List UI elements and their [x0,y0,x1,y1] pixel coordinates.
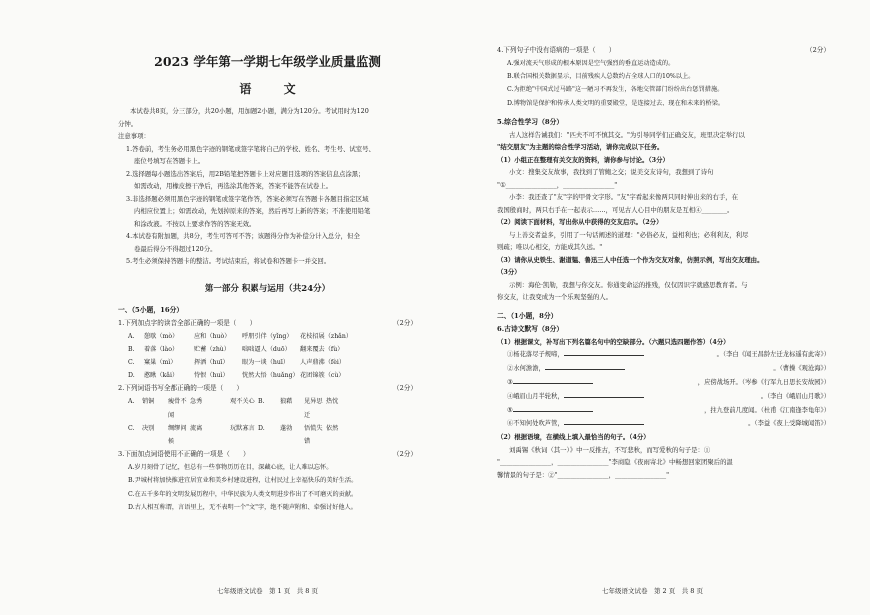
intro-line: 本试卷共8页，分三部分，共20小题，用加题2小题，满分为120分。考试用时为120 [130,107,369,115]
question-5-sub2: （2）阅读下面材料，写出你从中获得的交友启示。（2分） [497,218,663,227]
question-6-text: 刘禹锡《秋词（其一）》中一反推古，不写悲秋，而写爱秋的句子是：① [509,445,711,454]
question-4-option: B.联合国相关数据显示，目前残疾人总数约占全球人口的10%以上。 [507,73,695,81]
question-5-sub3-score: （3分） [497,268,521,277]
note-line: 卷最后得分不得超过120分。 [134,244,217,253]
question-6-sub1: （1）根据课文，补写出下列名篇名句中的空缺部分。（六题只选四题作答）（4分） [497,337,730,346]
question-6-text: "________________，________________"李商隐《夜雨寄北》中畅想回家团聚后的温 [497,458,733,467]
note-line: 如需改动，用橡皮擦干净后，再选涂其他答案，答案不能答在试卷上。 [134,182,333,190]
page-footer: 七年级语文试卷 第 1 页 共 8 页 [216,587,319,595]
poem-line: ②水何澹澹， 。（曹操《观沧海》） [497,362,830,376]
poem-line: ①杨花落尽子规啼， 。（李白《闻王昌龄左迁龙标遥有此寄》） [497,348,830,362]
question-5-text: 与上善交者益多，引用了一句话阐述的道理："必俗必友，益相利也；必利利友，利尽 [509,230,749,239]
question-5-intro: 古人这样告诫我们："匹夫不可不慎其交。"为引导同学们正确交友，班里决定举行以 [509,130,745,139]
question-5-text: 我国殷商时，两只右手在一起表示……，可见古人心目中的朋友是互相④________。 [497,205,734,214]
question-4-option: C.为拒绝"中国式过马路"这一陋习不再发生，各地交管部门纷纷出台惩罚措施。 [507,86,724,94]
question-1-stem: 1.下列加点字的读音全部正确的一项是（ ） （2分） [118,318,417,327]
exam-title: 2023 学年第一学期七年级学业质量监测 [154,54,381,69]
question-3-stem: 3.下面加点词语使用不正确的一项是（ ） （2分） [118,450,417,459]
note-line: 4.本试卷有附加题，共8分，考生可答可不答；该题得分作为补偿分计入总分，但全 [126,232,360,240]
question-5-intro: "结交朋友"为主题的综合性学习活动，请你完成以下任务。 [497,143,664,152]
note-line: 2.选择题每小题选出答案后，用2B铅笔把答题卡上对应题目选项的答案信息点涂黑； [126,169,365,178]
note-line: 3.非选择题必须用黑色字迹的钢笔或签字笔作答，答案必须写在答题卡各题目指定区域 [126,194,369,203]
note-line: 5.考生必须保持答题卡的整洁。考试结束后，将试卷和答题卡一并交回。 [126,257,331,265]
notes-heading: 注意事项： [118,132,150,140]
question-2-options: A. 销铜 瘦骨不闻 急秀 观不关心 B. 狼藉 见异思迁 热忱 C. 决别 绸缪问候 流离 玩默寡言 D. 蓬勃 悟慌失错 依然 [128,398,339,445]
question-2-stem: 2.下列词语书写全都正确的一项是（ ） （2分） [118,384,417,393]
question-5-text: 小李：我还查了"友"字的甲骨文字形。"友"字看起来像两只同时伸出来的右手，在 [509,193,739,202]
question-4-option: A.强对流天气形成的根本原因是空气强烈的垂直运动造成的。 [507,60,675,67]
question-4-stem: 4.下列句子中没有语病的一项是（ ） （2分） [497,46,830,54]
question-6-text: 馨情景的句子是：②"________________，________________" [497,470,670,479]
question-3-option: B.尹城村将加快推进宜居宜业和美乡村建设进程，让村民过上幸福快乐的美好生活。 [128,477,358,485]
question-3-option: A.岁月刻骨了记忆，但总有一些事物历历在目，深藏心底，让人难以忘怀。 [128,464,333,472]
poem-line: ④峨眉山月半轮秋， 。（李白《峨眉山月歌》） [497,390,830,404]
question-5-text: 示例：海伦·凯勒，我想与你交友。你通变命运的推残，仅仅因识字就感思教育者。与 [509,280,748,289]
section-heading: 一、（5小题，16分） [118,305,184,314]
note-line: 1.答卷前，考生务必用黑色字迹的钢笔或签字笔将自己的学校、姓名、考生号、试室号、 [126,144,375,153]
question-6-stem: 6.古诗文默写（8分） [497,324,564,333]
question-3-option: C.在五千多年的文明发展历程中，中华民族为人类文明进步作出了不可磨灭的贡献。 [128,490,358,498]
note-line: 和涂改液。不按以上要求作答的答案无效。 [134,219,256,228]
question-5-text: 小文：搜集交友故事，我找到了管鲍之交；说美交友诗句，我想到了诗句 [509,168,714,177]
page-footer: 七年级语文试卷 第 2 页 共 8 页 [601,587,704,595]
intro-line: 分钟。 [118,119,138,128]
part-title: 第一部分 积累与运用（共24分） [204,283,331,294]
question-1-options: A. 憩歇（mò） 应和（huò） 呼朋引伴（yǐng） 花枝招展（zhǎn） B. 着落（lào） 贮蓄（zhù） 咄咄逼人（duō） 翻来覆去（fù） C. 窠巢（mì） 挥洒（huī） 眼为一谈（huī） 人声鼎沸（fèi） D. 憨瞅（kǎi） 恃恨（huì） 恍然大悟（huǎng） 花团锦簇（cù） [128,332,353,380]
note-line: 内相应位置上；如需改动，先划掉原来的答案，然后再写上新的答案；不准使用铅笔 [134,207,371,215]
page-right [435,0,870,615]
question-5-text: 你交友，让我变成为一个乐观坚强的人。 [497,293,613,302]
poem-line: ⑤ ，拄九登前几度闻。（杜甫《江南逢李龟年》） [497,404,830,418]
question-5-sub3: （3）请你从史铁生、谢道韫、鲁迅三人中任选一个作为交友对象，仿照示例，写出交友理由。 [497,255,764,264]
question-3-option: D.古人相互称谓，言语里上，无不表明一个"文"字，绝不随声附和、牵强讨好他人。 [128,503,357,511]
poem-line: ③ ，应傍战场开。（岑参《行军九日思长安故园》） [497,376,830,390]
note-line: 座位号填写在答题卡上。 [134,157,205,165]
question-5-sub1: （1）小组正在整理有关交友的资料，请你参与讨论。（3分） [497,155,669,164]
exam-subject: 语 文 [239,82,310,96]
section-heading: 二、（1小题，8分） [497,311,558,320]
question-5-text: "①________________，________________" [497,180,618,189]
question-4-option: D.博物馆是保护和传承人类文明的重要殿堂，是连接过去、现在和未来的桥梁。 [507,99,725,107]
question-5-stem: 5.综合性学习（8分） [497,117,564,126]
question-5-text: 则疏；唯以心相交，方能成其久远。" [497,243,603,252]
question-6-sub2: （2）根据语境，在横线上填入最恰当的句子。（4分） [497,433,650,442]
poem-line: ⑥不知何处吹芦管， 。（李益《夜上受降城闻笛》） [497,417,830,431]
